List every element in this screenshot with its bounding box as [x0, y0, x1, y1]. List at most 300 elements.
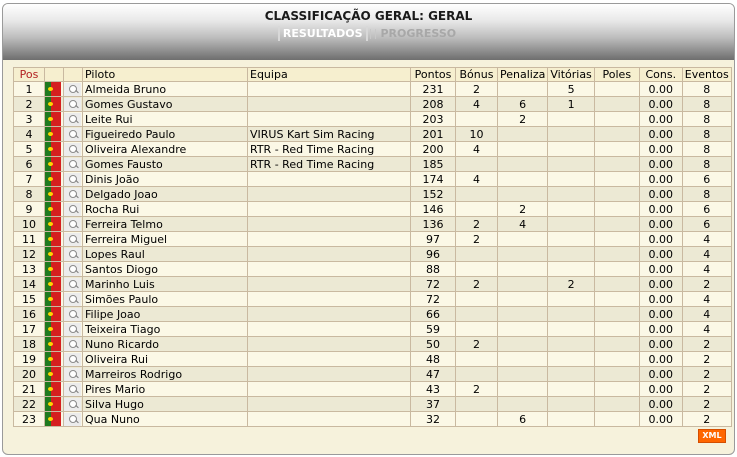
col-poles[interactable]: Poles	[594, 68, 639, 82]
cell-poles	[594, 352, 639, 367]
cell-points: 66	[411, 307, 456, 322]
magnifier-icon[interactable]	[64, 97, 83, 112]
cell-events: 6	[682, 202, 731, 217]
cell-wins	[548, 382, 594, 397]
cell-cons: 0.00	[639, 262, 682, 277]
cell-team	[248, 202, 411, 217]
cell-points: 72	[411, 292, 456, 307]
cell-wins	[548, 292, 594, 307]
cell-events: 4	[682, 322, 731, 337]
col-events[interactable]: Eventos	[682, 68, 731, 82]
cell-events: 2	[682, 397, 731, 412]
cell-poles	[594, 82, 639, 97]
col-details	[64, 68, 83, 82]
cell-pilot[interactable]: Rocha Rui	[83, 202, 248, 217]
cell-bonus	[456, 157, 498, 172]
table-row	[14, 412, 732, 427]
cell-team	[248, 82, 411, 97]
cell-wins: 1	[548, 97, 594, 112]
cell-team: VIRUS Kart Sim Racing	[248, 127, 411, 142]
cell-penalty	[498, 277, 548, 292]
cell-events: 2	[682, 382, 731, 397]
col-team[interactable]: Equipa	[248, 68, 411, 82]
cell-events: 8	[682, 97, 731, 112]
magnifier-icon[interactable]	[64, 307, 83, 322]
cell-pos: 3	[14, 112, 45, 127]
cell-events: 8	[682, 82, 731, 97]
portugal-flag-icon	[45, 112, 64, 127]
cell-penalty	[498, 337, 548, 352]
cell-team	[248, 262, 411, 277]
cell-wins	[548, 397, 594, 412]
cell-pos: 13	[14, 262, 45, 277]
cell-points: 37	[411, 397, 456, 412]
col-bonus[interactable]: Bónus	[456, 68, 498, 82]
table-row	[14, 112, 732, 127]
portugal-flag-icon	[45, 157, 64, 172]
cell-pos: 21	[14, 382, 45, 397]
cell-bonus	[456, 292, 498, 307]
cell-team	[248, 97, 411, 112]
portugal-flag-icon	[45, 142, 64, 157]
magnifier-icon[interactable]	[64, 172, 83, 187]
cell-poles	[594, 217, 639, 232]
magnifier-icon[interactable]	[64, 322, 83, 337]
cell-pos: 2	[14, 97, 45, 112]
magnifier-icon[interactable]	[64, 202, 83, 217]
cell-events: 8	[682, 187, 731, 202]
cell-team	[248, 367, 411, 382]
cell-penalty	[498, 352, 548, 367]
cell-bonus	[456, 307, 498, 322]
cell-poles	[594, 127, 639, 142]
cell-pilot[interactable]: Qua Nuno	[83, 412, 248, 427]
magnifier-icon[interactable]	[64, 262, 83, 277]
cell-penalty	[498, 382, 548, 397]
table-row	[14, 157, 732, 172]
magnifier-icon[interactable]	[64, 337, 83, 352]
portugal-flag-icon	[45, 367, 64, 382]
cell-team: RTR - Red Time Racing	[248, 142, 411, 157]
table-row	[14, 382, 732, 397]
cell-bonus: 4	[456, 142, 498, 157]
table-row	[14, 202, 732, 217]
cell-points: 185	[411, 157, 456, 172]
cell-points: 72	[411, 277, 456, 292]
magnifier-icon[interactable]	[64, 292, 83, 307]
cell-poles	[594, 262, 639, 277]
cell-points: 88	[411, 262, 456, 277]
cell-team	[248, 247, 411, 262]
magnifier-icon[interactable]	[64, 397, 83, 412]
cell-penalty: 2	[498, 112, 548, 127]
cell-wins	[548, 187, 594, 202]
portugal-flag-icon	[45, 247, 64, 262]
magnifier-icon[interactable]	[64, 112, 83, 127]
cell-points: 48	[411, 352, 456, 367]
cell-cons: 0.00	[639, 82, 682, 97]
cell-poles	[594, 382, 639, 397]
cell-pos: 5	[14, 142, 45, 157]
cell-pos: 11	[14, 232, 45, 247]
cell-pos: 6	[14, 157, 45, 172]
cell-cons: 0.00	[639, 307, 682, 322]
cell-poles	[594, 412, 639, 427]
cell-points: 50	[411, 337, 456, 352]
portugal-flag-icon	[45, 277, 64, 292]
cell-bonus	[456, 262, 498, 277]
cell-pilot[interactable]: Silva Hugo	[83, 397, 248, 412]
table-row	[14, 247, 732, 262]
cell-penalty	[498, 232, 548, 247]
cell-bonus: 2	[456, 337, 498, 352]
col-penalty[interactable]: Penaliza	[498, 68, 548, 82]
cell-cons: 0.00	[639, 277, 682, 292]
cell-points: 32	[411, 412, 456, 427]
magnifier-icon[interactable]	[64, 382, 83, 397]
cell-poles	[594, 337, 639, 352]
cell-points: 146	[411, 202, 456, 217]
cell-events: 4	[682, 232, 731, 247]
cell-pilot[interactable]: Lopes Raul	[83, 247, 248, 262]
cell-team	[248, 397, 411, 412]
cell-bonus	[456, 202, 498, 217]
cell-poles	[594, 187, 639, 202]
cell-events: 8	[682, 142, 731, 157]
cell-pilot[interactable]: Oliveira Alexandre	[83, 142, 248, 157]
cell-events: 8	[682, 157, 731, 172]
cell-penalty	[498, 82, 548, 97]
cell-bonus	[456, 247, 498, 262]
cell-points: 59	[411, 322, 456, 337]
cell-cons: 0.00	[639, 172, 682, 187]
cell-team	[248, 412, 411, 427]
cell-pos: 16	[14, 307, 45, 322]
col-pilot[interactable]: Piloto	[83, 68, 248, 82]
cell-events: 8	[682, 127, 731, 142]
cell-points: 174	[411, 172, 456, 187]
cell-cons: 0.00	[639, 367, 682, 382]
cell-pilot[interactable]: Figueiredo Paulo	[83, 127, 248, 142]
cell-events: 2	[682, 277, 731, 292]
magnifier-icon[interactable]	[64, 127, 83, 142]
cell-cons: 0.00	[639, 217, 682, 232]
cell-pos: 10	[14, 217, 45, 232]
cell-pilot[interactable]: Marinho Luis	[83, 277, 248, 292]
cell-points: 43	[411, 382, 456, 397]
table-row	[14, 142, 732, 157]
cell-points: 96	[411, 247, 456, 262]
table-row	[14, 337, 732, 352]
col-wins[interactable]: Vitórias	[548, 68, 594, 82]
cell-penalty	[498, 187, 548, 202]
cell-pos: 12	[14, 247, 45, 262]
cell-pilot[interactable]: Simões Paulo	[83, 292, 248, 307]
cell-team	[248, 382, 411, 397]
col-cons[interactable]: Cons.	[639, 68, 682, 82]
cell-penalty: 6	[498, 412, 548, 427]
cell-wins	[548, 217, 594, 232]
portugal-flag-icon	[45, 127, 64, 142]
cell-bonus	[456, 187, 498, 202]
cell-team	[248, 322, 411, 337]
table-row	[14, 127, 732, 142]
portugal-flag-icon	[45, 217, 64, 232]
portugal-flag-icon	[45, 322, 64, 337]
portugal-flag-icon	[45, 262, 64, 277]
cell-bonus	[456, 112, 498, 127]
cell-points: 200	[411, 142, 456, 157]
cell-wins	[548, 202, 594, 217]
cell-cons: 0.00	[639, 127, 682, 142]
col-points[interactable]: Pontos	[411, 68, 456, 82]
cell-team	[248, 352, 411, 367]
cell-cons: 0.00	[639, 352, 682, 367]
portugal-flag-icon	[45, 337, 64, 352]
portugal-flag-icon	[45, 307, 64, 322]
portugal-flag-icon	[45, 187, 64, 202]
cell-events: 4	[682, 307, 731, 322]
cell-pos: 1	[14, 82, 45, 97]
table-row	[14, 292, 732, 307]
cell-penalty	[498, 247, 548, 262]
cell-wins	[548, 142, 594, 157]
cell-points: 152	[411, 187, 456, 202]
magnifier-icon[interactable]	[64, 157, 83, 172]
magnifier-icon[interactable]	[64, 352, 83, 367]
cell-bonus	[456, 367, 498, 382]
table-row	[14, 307, 732, 322]
cell-events: 6	[682, 217, 731, 232]
magnifier-icon[interactable]	[64, 412, 83, 427]
cell-points: 136	[411, 217, 456, 232]
cell-bonus	[456, 322, 498, 337]
cell-poles	[594, 307, 639, 322]
view-tabs	[3, 26, 734, 41]
cell-events: 4	[682, 292, 731, 307]
portugal-flag-icon	[45, 352, 64, 367]
cell-points: 208	[411, 97, 456, 112]
cell-bonus: 10	[456, 127, 498, 142]
cell-cons: 0.00	[639, 142, 682, 157]
cell-pilot[interactable]: Nuno Ricardo	[83, 337, 248, 352]
portugal-flag-icon	[45, 202, 64, 217]
cell-penalty	[498, 127, 548, 142]
cell-pilot[interactable]: Almeida Bruno	[83, 82, 248, 97]
cell-penalty	[498, 142, 548, 157]
cell-poles	[594, 232, 639, 247]
cell-team	[248, 292, 411, 307]
cell-pilot[interactable]: Oliveira Rui	[83, 352, 248, 367]
cell-wins: 2	[548, 277, 594, 292]
cell-points: 231	[411, 82, 456, 97]
cell-poles	[594, 202, 639, 217]
portugal-flag-icon	[45, 382, 64, 397]
cell-penalty	[498, 322, 548, 337]
table-row	[14, 277, 732, 292]
cell-pilot[interactable]: Teixeira Tiago	[83, 322, 248, 337]
magnifier-icon[interactable]	[64, 142, 83, 157]
cell-cons: 0.00	[639, 337, 682, 352]
cell-bonus: 2	[456, 217, 498, 232]
cell-events: 2	[682, 337, 731, 352]
portugal-flag-icon	[45, 232, 64, 247]
page-title: CLASSIFICAÇÃO GERAL: GERAL	[264, 9, 473, 23]
table-row	[14, 262, 732, 277]
cell-poles	[594, 112, 639, 127]
cell-poles	[594, 277, 639, 292]
cell-wins	[548, 157, 594, 172]
cell-pos: 22	[14, 397, 45, 412]
cell-penalty: 6	[498, 97, 548, 112]
cell-cons: 0.00	[639, 382, 682, 397]
cell-events: 4	[682, 247, 731, 262]
table-header-row	[14, 68, 732, 82]
cell-bonus: 2	[456, 277, 498, 292]
cell-pilot[interactable]: Delgado Joao	[83, 187, 248, 202]
cell-pilot[interactable]: Ferreira Telmo	[83, 217, 248, 232]
cell-bonus	[456, 397, 498, 412]
portugal-flag-icon	[45, 82, 64, 97]
cell-points: 201	[411, 127, 456, 142]
cell-cons: 0.00	[639, 97, 682, 112]
panel-header	[3, 4, 734, 60]
standings-panel	[2, 3, 735, 455]
cell-penalty	[498, 307, 548, 322]
cell-team	[248, 307, 411, 322]
cell-wins	[548, 112, 594, 127]
magnifier-icon[interactable]	[64, 277, 83, 292]
cell-pos: 14	[14, 277, 45, 292]
cell-pos: 9	[14, 202, 45, 217]
cell-poles	[594, 142, 639, 157]
cell-poles	[594, 367, 639, 382]
cell-pilot[interactable]: Gomes Fausto	[83, 157, 248, 172]
cell-points: 47	[411, 367, 456, 382]
cell-cons: 0.00	[639, 412, 682, 427]
cell-events: 6	[682, 172, 731, 187]
cell-poles	[594, 292, 639, 307]
cell-bonus: 2	[456, 82, 498, 97]
table-row	[14, 352, 732, 367]
cell-bonus	[456, 412, 498, 427]
cell-penalty	[498, 397, 548, 412]
cell-poles	[594, 247, 639, 262]
cell-bonus	[456, 352, 498, 367]
cell-pilot[interactable]: Santos Diogo	[83, 262, 248, 277]
tab-results[interactable]: RESULTADOS	[278, 26, 368, 41]
magnifier-icon[interactable]	[64, 217, 83, 232]
cell-wins	[548, 247, 594, 262]
portugal-flag-icon	[45, 97, 64, 112]
tab-progress[interactable]: PROGRESSO	[380, 27, 457, 40]
cell-pos: 23	[14, 412, 45, 427]
cell-pilot[interactable]: Dinis João	[83, 172, 248, 187]
cell-pilot[interactable]: Marreiros Rodrigo	[83, 367, 248, 382]
cell-team	[248, 337, 411, 352]
cell-wins	[548, 172, 594, 187]
cell-wins	[548, 367, 594, 382]
cell-cons: 0.00	[639, 232, 682, 247]
cell-penalty: 4	[498, 217, 548, 232]
tab-separator	[370, 29, 376, 39]
xml-export-button[interactable]: XML	[698, 429, 726, 443]
cell-wins	[548, 262, 594, 277]
cell-points: 203	[411, 112, 456, 127]
cell-points: 97	[411, 232, 456, 247]
portugal-flag-icon	[45, 412, 64, 427]
col-flag	[45, 68, 64, 82]
cell-cons: 0.00	[639, 292, 682, 307]
cell-team	[248, 232, 411, 247]
cell-penalty: 2	[498, 202, 548, 217]
table-row	[14, 187, 732, 202]
cell-penalty	[498, 172, 548, 187]
cell-pilot[interactable]: Filipe Joao	[83, 307, 248, 322]
magnifier-icon[interactable]	[64, 187, 83, 202]
table-row	[14, 82, 732, 97]
cell-team	[248, 187, 411, 202]
cell-pos: 4	[14, 127, 45, 142]
cell-pilot[interactable]: Ferreira Miguel	[83, 232, 248, 247]
cell-bonus: 2	[456, 382, 498, 397]
cell-pos: 18	[14, 337, 45, 352]
cell-cons: 0.00	[639, 247, 682, 262]
cell-penalty	[498, 157, 548, 172]
cell-wins	[548, 337, 594, 352]
cell-cons: 0.00	[639, 322, 682, 337]
magnifier-icon[interactable]	[64, 82, 83, 97]
cell-pilot[interactable]: Leite Rui	[83, 112, 248, 127]
cell-bonus: 4	[456, 97, 498, 112]
table-row	[14, 97, 732, 112]
cell-events: 2	[682, 352, 731, 367]
table-row	[14, 397, 732, 412]
table-row	[14, 217, 732, 232]
cell-pilot[interactable]: Pires Mario	[83, 382, 248, 397]
cell-events: 4	[682, 262, 731, 277]
cell-poles	[594, 97, 639, 112]
cell-pos: 8	[14, 187, 45, 202]
cell-pos: 17	[14, 322, 45, 337]
cell-pilot[interactable]: Gomes Gustavo	[83, 97, 248, 112]
portugal-flag-icon	[45, 292, 64, 307]
portugal-flag-icon	[45, 397, 64, 412]
cell-events: 8	[682, 112, 731, 127]
table-row	[14, 322, 732, 337]
standings-table	[13, 67, 732, 427]
cell-wins	[548, 412, 594, 427]
cell-wins	[548, 322, 594, 337]
cell-cons: 0.00	[639, 157, 682, 172]
magnifier-icon[interactable]	[64, 247, 83, 262]
cell-wins	[548, 307, 594, 322]
cell-pos: 7	[14, 172, 45, 187]
cell-penalty	[498, 262, 548, 277]
cell-team	[248, 217, 411, 232]
col-pos[interactable]: Pos	[14, 68, 45, 82]
cell-poles	[594, 397, 639, 412]
cell-penalty	[498, 292, 548, 307]
magnifier-icon[interactable]	[64, 367, 83, 382]
cell-wins	[548, 352, 594, 367]
magnifier-icon[interactable]	[64, 232, 83, 247]
table-row	[14, 172, 732, 187]
cell-bonus: 2	[456, 232, 498, 247]
table-row	[14, 232, 732, 247]
cell-poles	[594, 322, 639, 337]
cell-poles	[594, 172, 639, 187]
